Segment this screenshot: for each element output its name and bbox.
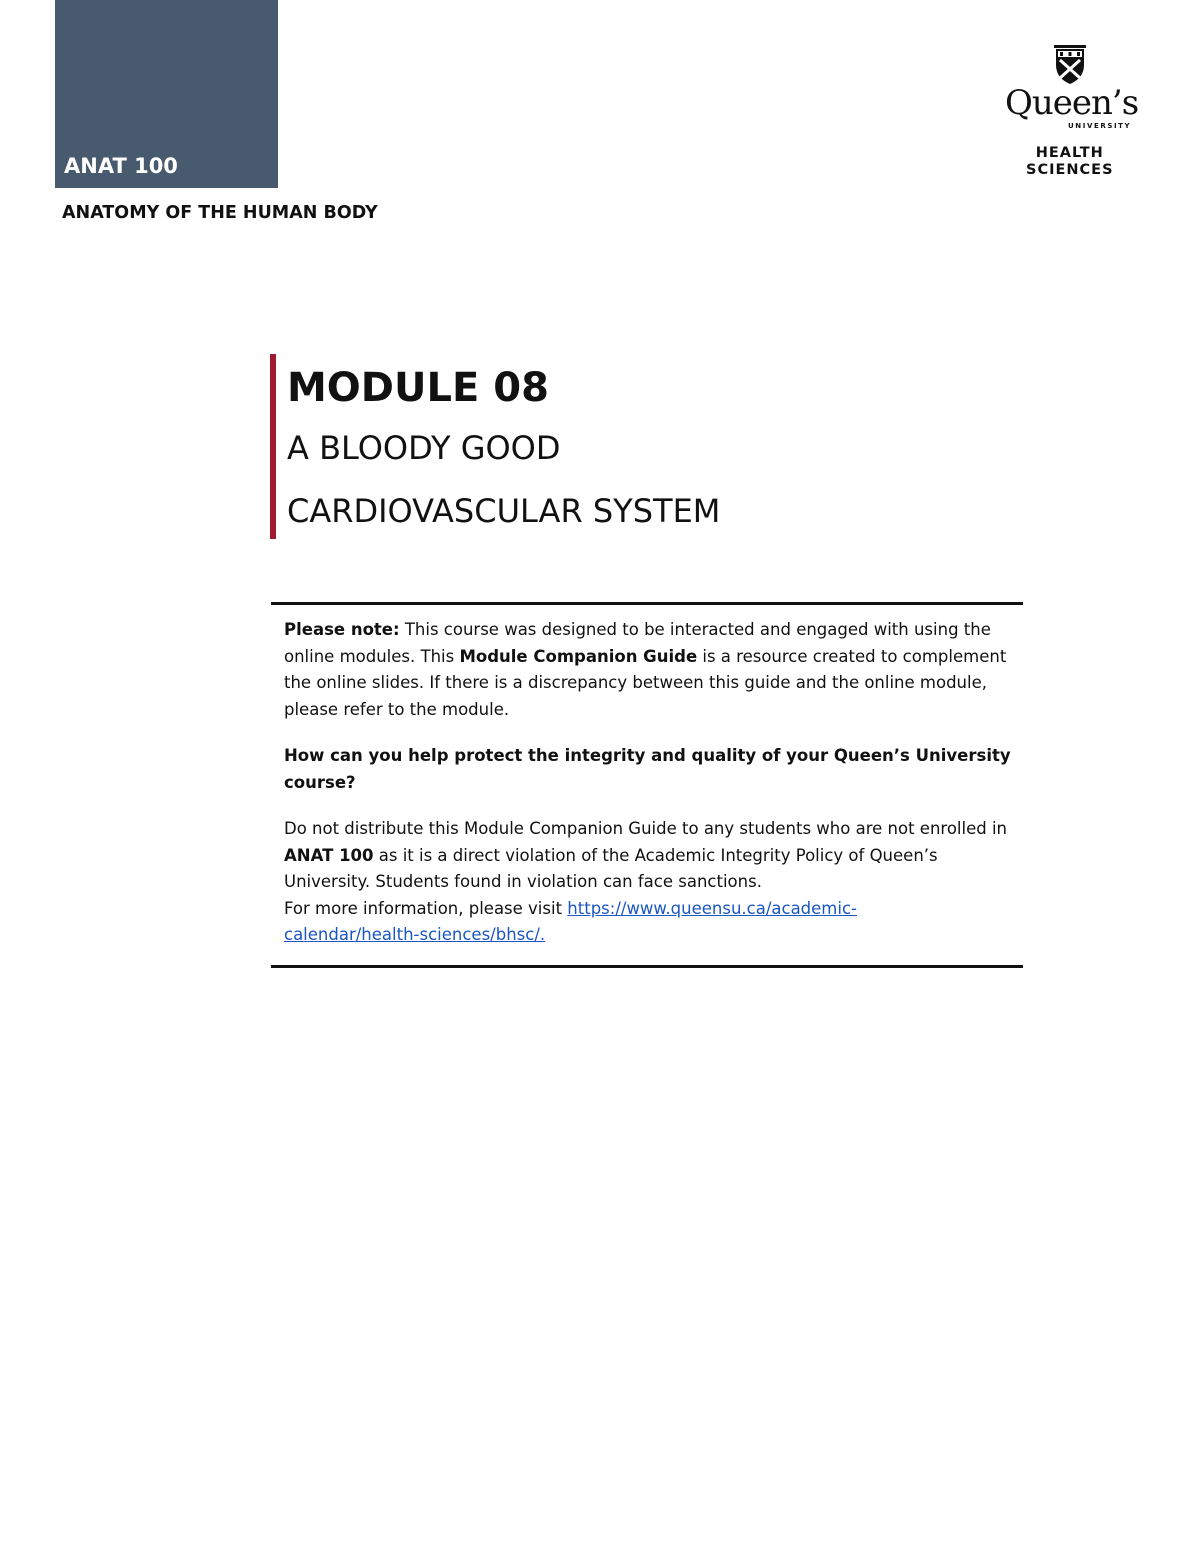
- module-number: MODULE 08: [287, 365, 549, 411]
- module-heading: [270, 354, 870, 539]
- module-topic: CARDIOVASCULAR SYSTEM: [287, 492, 721, 530]
- notice-label: Please note:: [284, 620, 400, 639]
- distribution-paragraph: [284, 816, 1013, 949]
- logo-wordmark: Queen’s: [1005, 83, 1139, 123]
- distribution-text: Do not distribute this Module Companion Guide to any students who are not enrolled in: [284, 819, 1008, 838]
- integrity-question-text: How can you help protect the integrity and quality of your Queen’s University course?: [284, 746, 1011, 792]
- notice-text-end: is a resource created to complement the online slides. If there is a discrepancy between this guide and the online module, please refer to the module.: [284, 646, 1007, 719]
- guide-name: Module Companion Guide: [459, 646, 698, 666]
- integrity-question: [284, 743, 1013, 796]
- calendar-link-continued[interactable]: calendar/health-sciences/bhsc/.: [284, 925, 546, 944]
- course-title: ANATOMY OF THE HUMAN BODY: [62, 203, 378, 223]
- faculty-line-2: SCIENCES: [1026, 162, 1114, 178]
- logo-faculty: [1026, 145, 1114, 179]
- course-code: ANAT 100: [64, 154, 178, 178]
- notice-paragraph: [284, 617, 1013, 723]
- notice-text: This course was designed to be interacted and engaged with using the online modules. This: [284, 620, 991, 666]
- calendar-link[interactable]: https://www.queensu.ca/academic-: [567, 898, 857, 918]
- more-info-text: For more information, please visit: [284, 898, 568, 918]
- course-code-inline: ANAT 100: [284, 845, 374, 865]
- logo-university: UNIVERSITY: [1068, 122, 1132, 130]
- crest-icon: [1054, 45, 1086, 85]
- distribution-text-end: as it is a direct violation of the Academic Integrity Policy of Queen’s University. Students found in violation can face sanctions.: [284, 845, 938, 891]
- module-subtitle: A BLOODY GOOD: [287, 429, 561, 467]
- queens-health-sciences-logo: [998, 40, 1143, 185]
- notice-box: [271, 602, 1023, 968]
- course-code-block: [55, 0, 278, 188]
- faculty-line-1: HEALTH: [1035, 145, 1104, 161]
